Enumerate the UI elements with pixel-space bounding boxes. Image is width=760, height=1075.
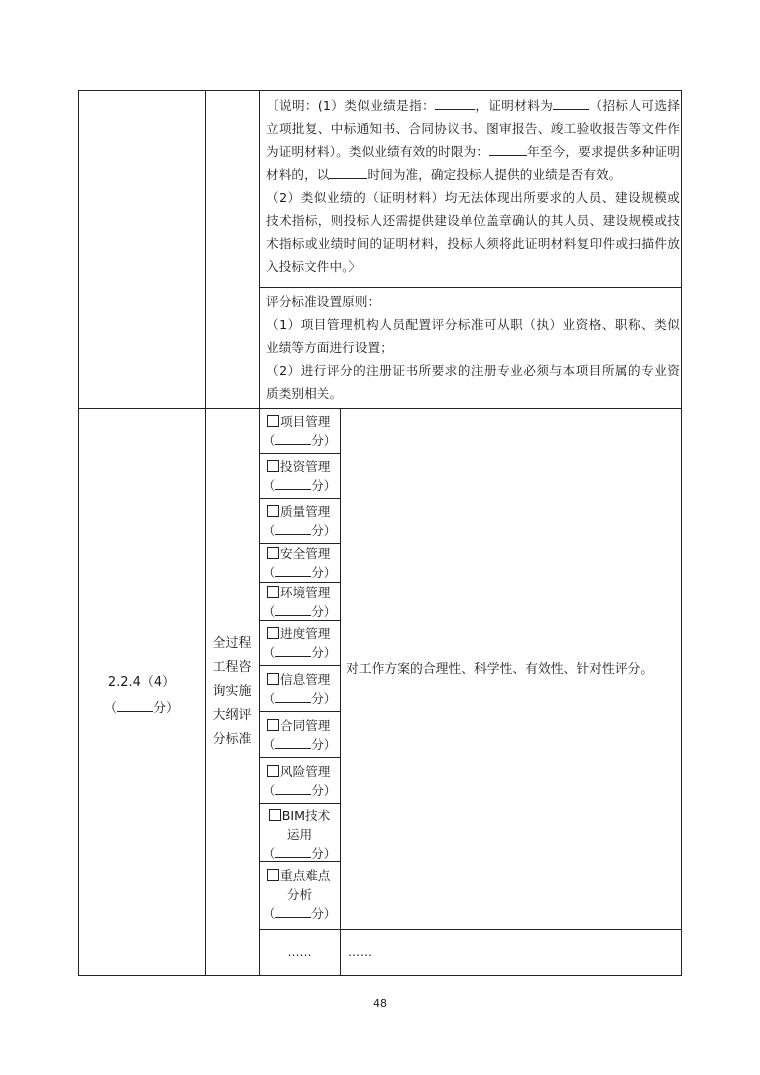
category-line: 大纲评 xyxy=(212,708,252,723)
category-line: 全过程 xyxy=(212,636,252,651)
desc-text: 时间为准，确定投标人提供的业绩是否有效。 xyxy=(367,167,622,182)
blank-field xyxy=(435,96,475,110)
sub-item: BIM技术 运用 （ 分） xyxy=(262,808,337,861)
sub-line xyxy=(259,803,340,804)
sub-line xyxy=(259,757,340,758)
category-line: 工程咨 xyxy=(212,660,252,675)
ellipsis-row-line xyxy=(259,929,682,930)
sub-item: 进度管理 （ 分） xyxy=(262,626,337,660)
sub-item: 安全管理 （ 分） xyxy=(262,546,337,580)
category-line: 询实施 xyxy=(212,684,252,699)
score-blank xyxy=(117,698,153,712)
col-line-3 xyxy=(340,408,341,976)
sub-line xyxy=(259,711,340,712)
blank-field xyxy=(553,96,589,110)
checkbox-icon[interactable] xyxy=(267,415,279,427)
row2-code-cell xyxy=(78,670,205,722)
sub-line xyxy=(259,665,340,666)
row-line-main xyxy=(78,408,682,409)
checkbox-icon[interactable] xyxy=(267,505,279,517)
checkbox-icon[interactable] xyxy=(267,547,279,559)
sub-item: 质量管理 （ 分） xyxy=(262,504,337,538)
category-line: 分标准 xyxy=(212,732,252,747)
blank-field xyxy=(489,142,527,156)
row1-description xyxy=(266,94,680,278)
checkbox-icon[interactable] xyxy=(269,809,281,821)
sub-item: 项目管理 （ 分） xyxy=(262,414,337,448)
desc-text: （招标人可选择立项批复、中标通知书、合同协议书、图审报告、竣工验收报告等文件作为证明材料）。类似业绩有效的时限为： xyxy=(266,98,681,159)
criteria-text: 对工作方案的合理性、科学性、有效性、针对性评分。 xyxy=(346,662,654,677)
desc-text: 年至今，要求提供多种证明材料的，以 xyxy=(266,144,680,182)
checkbox-icon[interactable] xyxy=(267,673,279,685)
sub-line xyxy=(259,582,340,583)
checkbox-icon[interactable] xyxy=(267,869,279,881)
checkbox-icon[interactable] xyxy=(267,586,279,598)
principle-title: 评分标准设置原则： xyxy=(266,294,381,309)
checkbox-icon[interactable] xyxy=(267,627,279,639)
checkbox-icon[interactable] xyxy=(267,719,279,731)
row-score: （ 分） xyxy=(78,696,205,722)
sub-item: 信息管理 （ 分） xyxy=(262,672,337,706)
blank-field xyxy=(329,165,367,179)
checkbox-icon[interactable] xyxy=(267,460,279,472)
ellipsis-right: …… xyxy=(348,945,372,959)
ellipsis-left: …… xyxy=(287,945,312,959)
checkbox-icon[interactable] xyxy=(267,765,279,777)
row1-principles xyxy=(266,290,680,405)
sub-item: 风险管理 （ 分） xyxy=(262,764,337,798)
sub-item: 投资管理 （ 分） xyxy=(262,459,337,493)
sub-item: 重点难点 分析 （ 分） xyxy=(262,868,337,921)
sub-item: 合同管理 （ 分） xyxy=(262,718,337,752)
principle-item-1: （1）项目管理机构人员配置评分标准可从职（执）业资格、职称、类似业绩等方面进行设置； xyxy=(266,317,680,355)
principle-item-2: （2）进行评分的注册证书所要求的注册专业必须与本项目所属的专业资质类别相关。 xyxy=(266,363,680,401)
sub-line xyxy=(259,453,340,454)
sub-line xyxy=(259,543,340,544)
sub-line xyxy=(259,498,340,499)
desc-text: 〔说明：(1）类似业绩是指： xyxy=(266,98,436,113)
description-paragraph-1 xyxy=(266,94,680,186)
row1-inner-line xyxy=(259,287,682,288)
description-paragraph-2: （2）类似业绩的（证明材料）均无法体现出所要求的人员、建设规模或技术指标，则投标人还需提供建设单位盖章确认的其人员、建设规模或技术指标或业绩时间的证明材料，投标人须将此证明材料复印件或扫描件放入投标文件中。〉 xyxy=(266,190,680,274)
col-line-1 xyxy=(205,90,206,976)
sub-item: 环境管理 （ 分） xyxy=(262,585,337,619)
desc-text: ，证明材料为 xyxy=(475,98,554,113)
page-number: 48 xyxy=(373,997,387,1010)
category-cell xyxy=(205,632,259,752)
row-code: 2.2.4（4） xyxy=(107,675,176,690)
